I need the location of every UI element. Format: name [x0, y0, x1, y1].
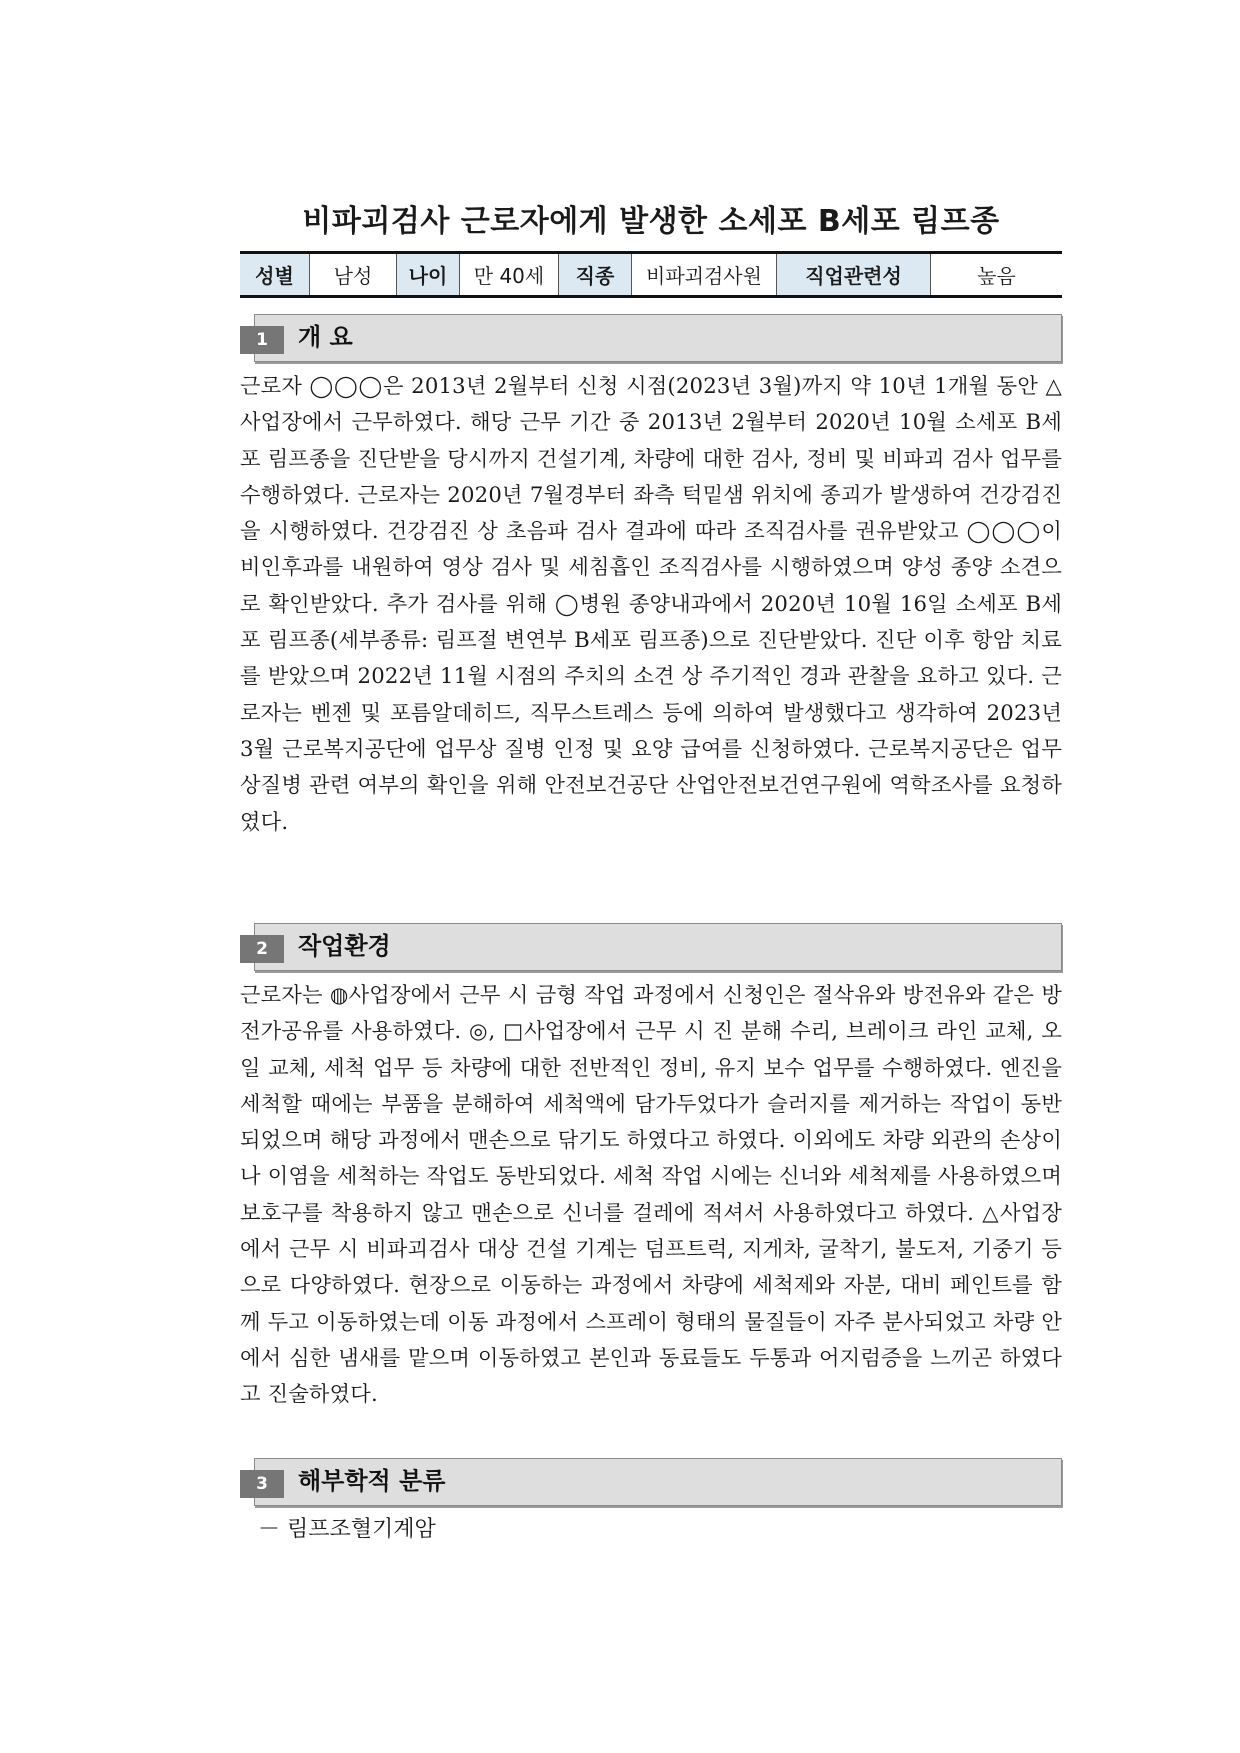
relation-value: 높음	[931, 253, 1063, 297]
section-title: 개 요	[298, 323, 353, 351]
section-header-bar	[254, 314, 1062, 362]
age-value: 만 40세	[460, 253, 559, 297]
section-number: 3	[240, 1470, 284, 1498]
job-label: 직종	[559, 253, 632, 297]
section-number: 2	[240, 935, 284, 963]
section-header-work-environment	[240, 923, 1062, 971]
section-header-overview	[240, 314, 1062, 362]
patient-info-table	[240, 251, 1062, 298]
document-title: 비파괴검사 근로자에게 발생한 소세포 B세포 림프종	[302, 204, 1000, 239]
age-label: 나이	[397, 253, 460, 297]
classification-item: － 림프조혈기계암	[258, 1517, 436, 1542]
section-number: 1	[240, 326, 284, 354]
sex-label: 성별	[240, 253, 310, 297]
section-body-work-environment: 근로자는 ◍사업장에서 근무 시 금형 작업 과정에서 신청인은 절삭유와 방전유와 같은 방전가공유를 사용하였다. ◎, □사업장에서 근무 시 진 분해 수리, 브레이크 라인 교체, 오일 교체, 세척 업무 등 차량에 대한 전반적인 정비, 유지 보수 업무를 수행하였다. 엔진을 세척할 때에는 부품을 분해하여 세척액에 담가두었다가 슬러지를 제거하는 작업이 동반되었으며 해당 과정에서 맨손으로 닦기도 하였다고 하였다. 이외에도 차량 외관의 손상이나 이염을 세척하는 작업도 동반되었다. 세척 작업 시에는 신너와 세척제를 사용하였으며 보호구를 착용하지 않고 맨손으로 신너를 걸레에 적셔서 사용하였다고 하였다. △사업장에서 근무 시 비파괴검사 대상 건설 기계는 덤프트럭, 지게차, 굴착기, 불도저, 기중기 등으로 다양하였다. 현장으로 이동하는 과정에서 차량에 세척제와 자분, 대비 페인트를 함께 두고 이동하였는데 이동 과정에서 스프레이 형태의 물질들이 자주 분사되었고 차량 안에서 심한 냄새를 맡으며 이동하였고 본인과 동료들도 두통과 어지럼증을 느끼곤 하였다고 진술하였다.	[240, 982, 1062, 1407]
sex-value: 남성	[310, 253, 397, 297]
section-body-overview: 근로자 ◯◯◯은 2013년 2월부터 신청 시점(2023년 3월)까지 약 10년 1개월 동안 △사업장에서 근무하였다. 해당 근무 기간 중 2013년 2월부터 2020년 10월 소세포 B세포 림프종을 진단받을 당시까지 건설기계, 차량에 대한 검사, 정비 및 비파괴 검사 업무를 수행하였다. 근로자는 2020년 7월경부터 좌측 턱밑샘 위치에 종괴가 발생하여 건강검진을 시행하였다. 건강검진 상 초음파 검사 결과에 따라 조직검사를 권유받았고 ◯◯◯이비인후과를 내원하여 영상 검사 및 세침흡인 조직검사를 시행하였으며 양성 종양 소견으로 확인받았다. 추가 검사를 위해 ◯병원 종양내과에서 2020년 10월 16일 소세포 B세포 림프종(세부종류: 림프절 변연부 B세포 림프종)으로 진단받았다. 진단 이후 항암 치료를 받았으며 2022년 11월 시점의 주치의 소견 상 주기적인 경과 관찰을 요하고 있다. 근로자는 벤젠 및 포름알데히드, 직무스트레스 등에 의하여 발생했다고 생각하여 2023년 3월 근로복지공단에 업무상 질병 인정 및 요양 급여를 신청하였다. 근로복지공단은 업무상질병 관련 여부의 확인을 위해 안전보건공단 산업안전보건연구원에 역학조사를 요청하였다.	[240, 373, 1062, 834]
relation-label: 직업관련성	[777, 253, 931, 297]
section-title: 해부학적 분류	[298, 1467, 446, 1495]
patient-info-row	[240, 253, 1062, 297]
section-title: 작업환경	[298, 932, 391, 960]
section-header-anatomical-classification	[240, 1458, 1062, 1506]
job-value: 비파괴검사원	[632, 253, 777, 297]
